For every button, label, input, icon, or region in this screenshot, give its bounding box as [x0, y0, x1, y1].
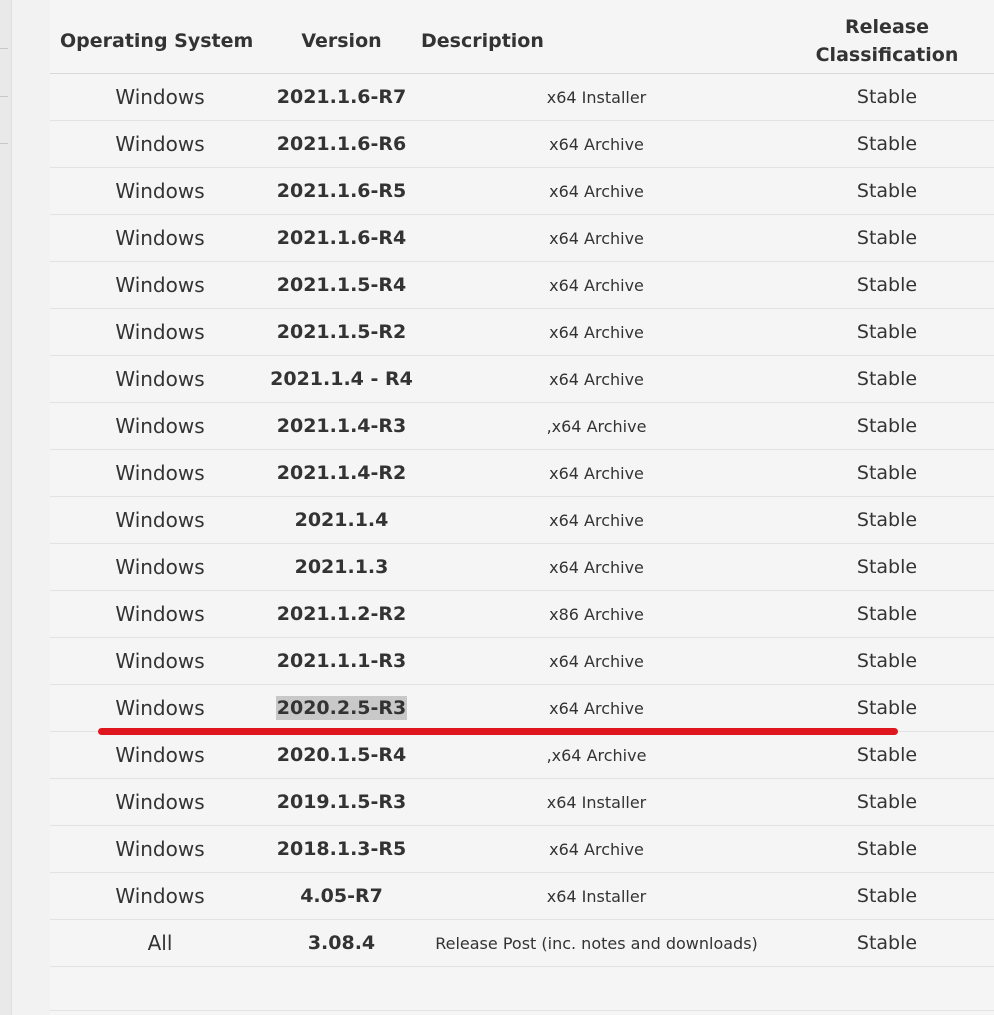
cell-version	[270, 74, 413, 121]
table-row	[50, 873, 994, 920]
cell-description	[413, 826, 780, 873]
cell-version-text: 2021.1.6-R7	[276, 86, 407, 108]
cell-description-text: x64 Archive	[549, 369, 644, 389]
cell-os-text: Windows	[115, 790, 205, 814]
cell-classification	[780, 403, 994, 450]
cell-description	[413, 685, 780, 732]
table-row	[50, 262, 994, 309]
cell-os-text: Windows	[115, 179, 205, 203]
cell-os-text: Windows	[115, 555, 205, 579]
table-header-row	[50, 8, 994, 74]
cell-description	[413, 262, 780, 309]
cell-os-text: Windows	[115, 132, 205, 156]
cell-version-text: 2021.1.5-R2	[276, 321, 407, 343]
cell-description-text: x64 Archive	[549, 839, 644, 859]
cell-os	[50, 74, 270, 121]
cell-version	[270, 779, 413, 826]
cell-description-text: x64 Archive	[549, 228, 644, 248]
table-row	[50, 591, 994, 638]
cell-os	[50, 920, 270, 967]
cell-version-text: 4.05-R7	[300, 885, 383, 907]
cell-classification-text: Stable	[856, 932, 918, 954]
column-header-os: Operating System	[50, 8, 270, 74]
cell-classification	[780, 873, 994, 920]
cell-os-text: Windows	[115, 602, 205, 626]
cell-version-text: 2021.1.6-R6	[276, 133, 407, 155]
cell-os-text: Windows	[115, 508, 205, 532]
cell-description	[413, 450, 780, 497]
cell-description-text: ,x64 Archive	[546, 416, 647, 436]
cell-description	[413, 121, 780, 168]
cell-version-text: 2021.1.1-R3	[276, 650, 407, 672]
cell-description	[413, 873, 780, 920]
cell-classification	[780, 215, 994, 262]
cell-os	[50, 826, 270, 873]
cell-classification	[780, 309, 994, 356]
cell-description-text: x64 Installer	[546, 886, 647, 906]
panel-bottom-border	[50, 1010, 994, 1011]
cell-os	[50, 356, 270, 403]
cell-classification	[780, 920, 994, 967]
cell-version-text: 2019.1.5-R3	[276, 791, 407, 813]
sidebar-tick	[0, 96, 8, 97]
sidebar-tick	[0, 48, 8, 49]
cell-description	[413, 779, 780, 826]
cell-os	[50, 215, 270, 262]
cell-os-text: Windows	[115, 320, 205, 344]
table-body	[50, 74, 994, 967]
cell-classification-text: Stable	[856, 462, 918, 484]
cell-version-text: 2021.1.5-R4	[276, 274, 407, 296]
cell-classification	[780, 591, 994, 638]
cell-description-text: x64 Archive	[549, 275, 644, 295]
left-sidebar-edge	[0, 0, 12, 1015]
cell-os	[50, 873, 270, 920]
cell-description-text: x64 Installer	[546, 87, 647, 107]
cell-classification	[780, 685, 994, 732]
cell-os	[50, 497, 270, 544]
cell-classification-text: Stable	[856, 650, 918, 672]
cell-classification-text: Stable	[856, 86, 918, 108]
cell-os	[50, 732, 270, 779]
cell-classification	[780, 779, 994, 826]
cell-version-text: 2021.1.6-R5	[276, 180, 407, 202]
cell-description-text: x64 Archive	[549, 463, 644, 483]
cell-version-text: 2021.1.6-R4	[276, 227, 407, 249]
cell-version	[270, 262, 413, 309]
cell-os-text: All	[147, 931, 173, 955]
table-row	[50, 732, 994, 779]
cell-classification	[780, 638, 994, 685]
cell-os-text: Windows	[115, 837, 205, 861]
cell-os-text: Windows	[115, 461, 205, 485]
releases-table	[50, 8, 994, 967]
cell-classification-text: Stable	[856, 838, 918, 860]
cell-description	[413, 356, 780, 403]
cell-description-text: x64 Installer	[546, 792, 647, 812]
cell-version	[270, 685, 413, 732]
column-header-classification	[780, 8, 994, 74]
table-row	[50, 544, 994, 591]
cell-description-text: x64 Archive	[549, 510, 644, 530]
cell-description	[413, 920, 780, 967]
cell-version	[270, 638, 413, 685]
cell-classification	[780, 74, 994, 121]
cell-description	[413, 74, 780, 121]
cell-version-text: 2021.1.4-R2	[276, 462, 407, 484]
cell-version	[270, 826, 413, 873]
table-row	[50, 497, 994, 544]
column-header-description: Description	[413, 8, 780, 74]
cell-os-text: Windows	[115, 649, 205, 673]
cell-description	[413, 309, 780, 356]
cell-description	[413, 168, 780, 215]
cell-description-text: x64 Archive	[549, 557, 644, 577]
cell-version-text: 2021.1.4	[294, 509, 389, 531]
cell-version	[270, 356, 413, 403]
cell-classification-text: Stable	[856, 274, 918, 296]
cell-classification-text: Stable	[856, 697, 918, 719]
cell-version-text: 3.08.4	[307, 932, 376, 954]
cell-os	[50, 591, 270, 638]
cell-classification	[780, 168, 994, 215]
cell-os	[50, 779, 270, 826]
cell-version	[270, 497, 413, 544]
cell-classification-text: Stable	[856, 227, 918, 249]
cell-os-text: Windows	[115, 884, 205, 908]
cell-classification	[780, 544, 994, 591]
cell-classification-text: Stable	[856, 321, 918, 343]
cell-description	[413, 497, 780, 544]
cell-classification	[780, 826, 994, 873]
cell-description-text: x86 Archive	[549, 604, 644, 624]
cell-os-text: Windows	[115, 414, 205, 438]
cell-description	[413, 591, 780, 638]
cell-version	[270, 403, 413, 450]
cell-os	[50, 544, 270, 591]
cell-os-text: Windows	[115, 743, 205, 767]
cell-version-text: 2021.1.3	[294, 556, 389, 578]
cell-classification-text: Stable	[856, 556, 918, 578]
cell-os-text: Windows	[115, 85, 205, 109]
cell-description-text: x64 Archive	[549, 181, 644, 201]
cell-version	[270, 215, 413, 262]
cell-classification-text: Stable	[856, 133, 918, 155]
cell-os	[50, 309, 270, 356]
cell-description-text: x64 Archive	[549, 322, 644, 342]
cell-os-text: Windows	[115, 696, 205, 720]
cell-version	[270, 591, 413, 638]
cell-classification	[780, 262, 994, 309]
cell-description	[413, 544, 780, 591]
cell-os	[50, 403, 270, 450]
cell-description-text: Release Post (inc. notes and downloads)	[435, 933, 758, 953]
cell-classification-text: Stable	[856, 415, 918, 437]
table-row	[50, 920, 994, 967]
table-row	[50, 121, 994, 168]
table-row	[50, 450, 994, 497]
cell-version-text: 2018.1.3-R5	[276, 838, 407, 860]
cell-description-text: x64 Archive	[549, 698, 644, 718]
cell-description-text: x64 Archive	[549, 134, 644, 154]
cell-version-text: 2021.1.2-R2	[276, 603, 407, 625]
cell-classification-text: Stable	[856, 603, 918, 625]
cell-version	[270, 168, 413, 215]
table-row	[50, 403, 994, 450]
cell-classification	[780, 732, 994, 779]
cell-description-text: ,x64 Archive	[546, 745, 647, 765]
cell-os	[50, 168, 270, 215]
cell-classification-text: Stable	[856, 368, 918, 390]
cell-version	[270, 309, 413, 356]
cell-description	[413, 638, 780, 685]
cell-version	[270, 121, 413, 168]
cell-classification	[780, 497, 994, 544]
cell-version-text: 2020.1.5-R4	[276, 744, 407, 766]
cell-description	[413, 732, 780, 779]
cell-description	[413, 403, 780, 450]
cell-version-text: 2021.1.4-R3	[276, 415, 407, 437]
table-row	[50, 74, 994, 121]
table-row	[50, 168, 994, 215]
cell-os	[50, 638, 270, 685]
table-row	[50, 779, 994, 826]
cell-version	[270, 920, 413, 967]
cell-os	[50, 685, 270, 732]
column-header-classification-line1: Release	[845, 15, 929, 38]
cell-classification	[780, 450, 994, 497]
cell-os	[50, 450, 270, 497]
table-row	[50, 215, 994, 262]
column-header-classification-line2: Classification	[815, 43, 959, 66]
red-annotation-underline	[98, 728, 898, 735]
table-row	[50, 826, 994, 873]
cell-classification-text: Stable	[856, 791, 918, 813]
cell-os-text: Windows	[115, 226, 205, 250]
cell-os	[50, 262, 270, 309]
cell-version	[270, 450, 413, 497]
column-header-version: Version	[270, 8, 413, 74]
cell-classification	[780, 356, 994, 403]
cell-classification-text: Stable	[856, 744, 918, 766]
cell-version-text: 2021.1.4 - R4	[270, 368, 413, 390]
cell-classification-text: Stable	[856, 180, 918, 202]
cell-classification	[780, 121, 994, 168]
table-row	[50, 685, 994, 732]
sidebar-tick	[0, 143, 8, 144]
cell-description	[413, 215, 780, 262]
table-row	[50, 309, 994, 356]
cell-description-text: x64 Archive	[549, 651, 644, 671]
table-row	[50, 638, 994, 685]
cell-classification-text: Stable	[856, 509, 918, 531]
cell-version	[270, 873, 413, 920]
cell-os	[50, 121, 270, 168]
cell-version	[270, 544, 413, 591]
cell-version-text: 2020.2.5-R3	[276, 697, 407, 719]
cell-classification-text: Stable	[856, 885, 918, 907]
cell-os-text: Windows	[115, 367, 205, 391]
table-row	[50, 356, 994, 403]
cell-version	[270, 732, 413, 779]
cell-os-text: Windows	[115, 273, 205, 297]
